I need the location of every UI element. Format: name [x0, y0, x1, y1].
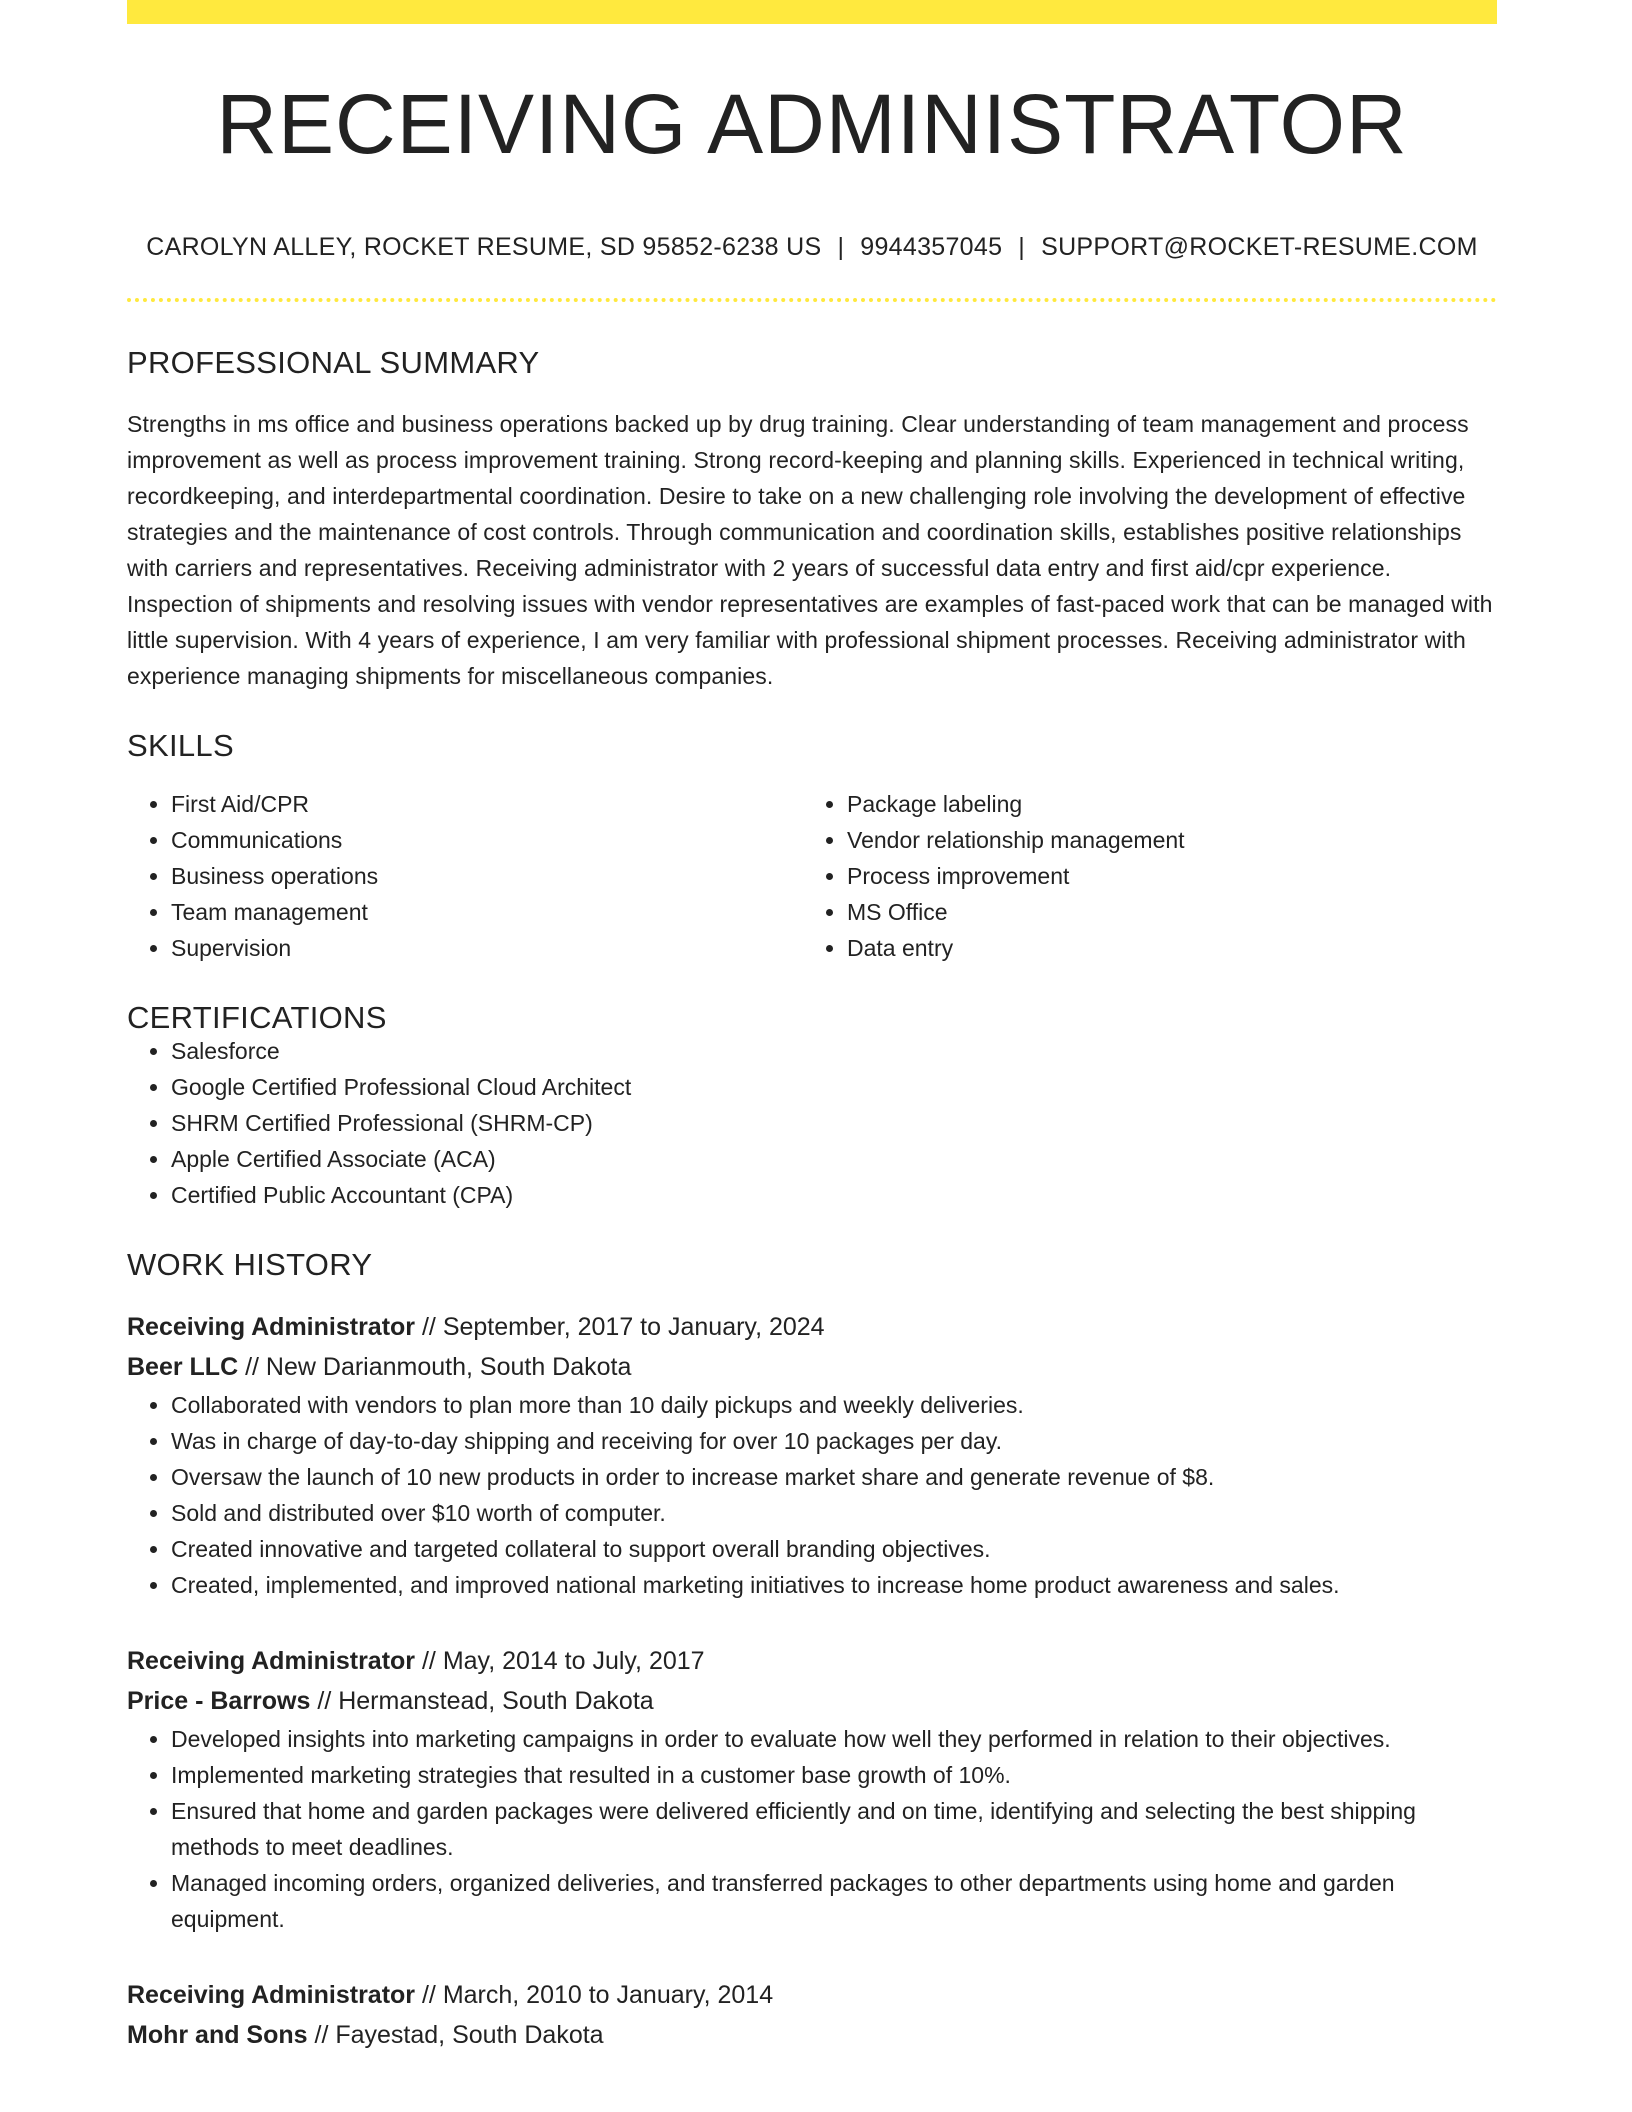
- certification-item: • Google Certified Professional Cloud Architect: [171, 1069, 1497, 1105]
- job-bullet: • Collaborated with vendors to plan more than 10 daily pickups and weekly deliveries.: [171, 1387, 1497, 1423]
- contact-separator: |: [837, 233, 845, 261]
- skill-item: • Package labeling: [847, 786, 1479, 822]
- skill-item: • First Aid/CPR: [171, 786, 803, 822]
- job-title: Receiving Administrator: [127, 1313, 416, 1341]
- job-entry: [127, 1641, 1497, 1937]
- job-bullet: • Created innovative and targeted collateral to support overall branding objectives.: [171, 1531, 1497, 1567]
- job-bullets: [127, 1387, 1497, 1603]
- skills-list-left: [127, 786, 803, 966]
- job-bullet: • Sold and distributed over $10 worth of computer.: [171, 1495, 1497, 1531]
- certification-item: • Certified Public Accountant (CPA): [171, 1177, 1497, 1213]
- job-company: Beer LLC: [127, 1353, 239, 1381]
- job-company-line: [127, 2015, 1497, 2055]
- skill-item: • Vendor relationship management: [847, 822, 1479, 858]
- job-bullet: • Implemented marketing strategies that resulted in a customer base growth of 10%.: [171, 1757, 1497, 1793]
- certification-item: • Apple Certified Associate (ACA): [171, 1141, 1497, 1177]
- job-company-line: [127, 1681, 1497, 1721]
- job-bullets: [127, 1721, 1497, 1937]
- skill-item: • Team management: [171, 894, 803, 930]
- job-title-line: [127, 1307, 1497, 1347]
- skill-item: • Supervision: [171, 930, 803, 966]
- skill-item: • MS Office: [847, 894, 1479, 930]
- job-company: Price - Barrows: [127, 1687, 311, 1715]
- dotted-divider: [127, 298, 1497, 302]
- skill-item: • Data entry: [847, 930, 1479, 966]
- skill-item: • Communications: [171, 822, 803, 858]
- contact-address: CAROLYN ALLEY, ROCKET RESUME, SD 95852-6238 US: [146, 233, 822, 261]
- resume-page: [127, 0, 1497, 2055]
- job-bullet: • Managed incoming orders, organized deliveries, and transferred packages to other departments using home and garden equipment.: [171, 1865, 1497, 1937]
- certifications-list: [127, 1033, 1497, 1213]
- job-dates: // March, 2010 to January, 2014: [421, 1981, 774, 2009]
- contact-separator: |: [1018, 233, 1026, 261]
- page-title: RECEIVING ADMINISTRATOR: [216, 77, 1408, 171]
- job-entry: [127, 1307, 1497, 1603]
- job-bullet: • Was in charge of day-to-day shipping and receiving for over 10 packages per day.: [171, 1423, 1497, 1459]
- skill-item: • Business operations: [171, 858, 803, 894]
- summary-heading: PROFESSIONAL SUMMARY: [127, 345, 540, 380]
- skills-heading: SKILLS: [127, 728, 234, 763]
- job-bullet: • Developed insights into marketing campaigns in order to evaluate how well they performed in relation to their objectives.: [171, 1721, 1497, 1757]
- job-title-line: [127, 1975, 1497, 2015]
- certifications-heading: CERTIFICATIONS: [127, 1000, 387, 1035]
- job-company: Mohr and Sons: [127, 2021, 308, 2049]
- job-title: Receiving Administrator: [127, 1981, 416, 2009]
- skills-list-right: [803, 786, 1479, 966]
- job-location: // Fayestad, South Dakota: [314, 2021, 604, 2049]
- job-location: // New Darianmouth, South Dakota: [245, 1353, 632, 1381]
- job-title: Receiving Administrator: [127, 1647, 416, 1675]
- work-history-heading: WORK HISTORY: [127, 1247, 373, 1282]
- job-company-line: [127, 1347, 1497, 1387]
- accent-bar: [127, 0, 1497, 24]
- contact-phone: 9944357045: [860, 233, 1003, 261]
- contact-line: [127, 235, 1497, 260]
- certification-item: • Salesforce: [171, 1033, 1497, 1069]
- job-bullet: • Ensured that home and garden packages were delivered efficiently and on time, identifying and selecting the best shipping methods to meet deadlines.: [171, 1793, 1497, 1865]
- job-entry: [127, 1975, 1497, 2055]
- job-dates: // September, 2017 to January, 2024: [421, 1313, 825, 1341]
- job-bullet: • Oversaw the launch of 10 new products in order to increase market share and generate revenue of $8.: [171, 1459, 1497, 1495]
- contact-email: SUPPORT@ROCKET-RESUME.COM: [1041, 233, 1478, 261]
- certification-item: • SHRM Certified Professional (SHRM-CP): [171, 1105, 1497, 1141]
- summary-text: Strengths in ms office and business operations backed up by drug training. Clear understanding of team management and process improvement as well as process improvement training. Strong record-keeping and planning skills. Experienced in technical writing, recordkeeping, and interdepartmental coordination. Desire to take on a new challenging role involving the development of effective strategies and the maintenance of cost controls. Through communication and coordination skills, establishes positive relationships with carriers and representatives. Receiving administrator with 2 years of successful data entry and first aid/cpr experience. Inspection of shipments and resolving issues with vendor representatives are examples of fast-paced work that can be managed with little supervision. With 4 years of experience, I am very familiar with professional shipment processes. Receiving administrator with experience managing shipments for miscellaneous companies.: [127, 411, 1493, 689]
- job-title-line: [127, 1641, 1497, 1681]
- job-location: // Hermanstead, South Dakota: [317, 1687, 654, 1715]
- job-bullet: • Created, implemented, and improved national marketing initiatives to increase home product awareness and sales.: [171, 1567, 1497, 1603]
- job-dates: // May, 2014 to July, 2017: [421, 1647, 705, 1675]
- skill-item: • Process improvement: [847, 858, 1479, 894]
- skills-columns: [127, 786, 1497, 966]
